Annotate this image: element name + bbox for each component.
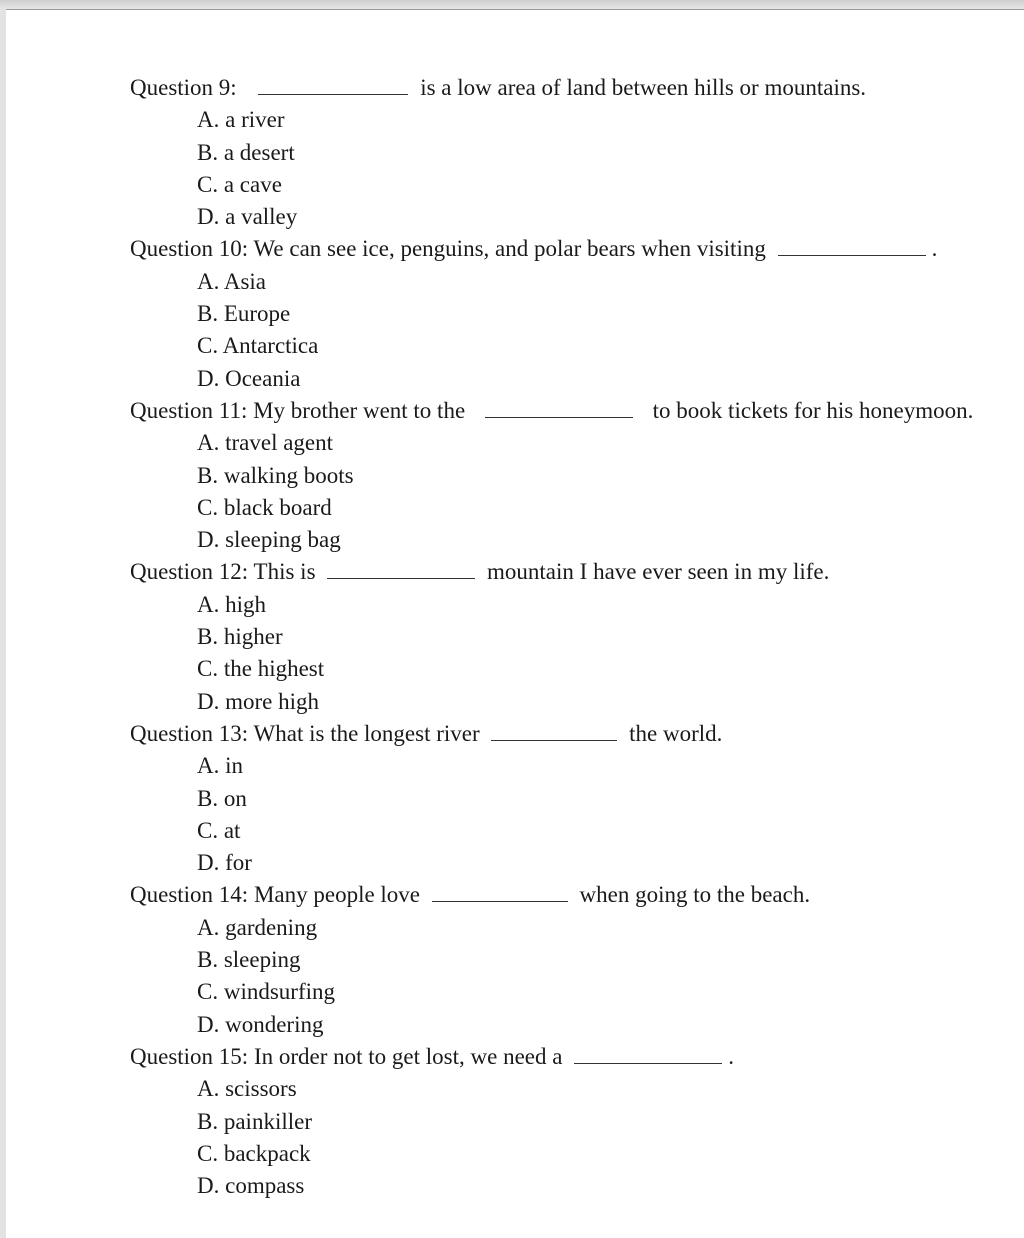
option-c: C. a cave bbox=[197, 171, 282, 197]
question-text-before: Many people love bbox=[253, 882, 421, 908]
question-15 bbox=[130, 1041, 1006, 1073]
question-label: Question 9: bbox=[130, 75, 237, 100]
question-text-before: This is bbox=[253, 559, 316, 585]
question-text-after: to book tickets for his honeymoon. bbox=[652, 397, 974, 423]
question-text-before: We can see ice, penguins, and polar bears when visiting bbox=[253, 236, 766, 262]
question-label: Question 14: bbox=[130, 882, 249, 908]
question-text-after: . bbox=[931, 236, 938, 262]
options-list-q13 bbox=[130, 750, 1006, 879]
question-text-before: What is the longest river bbox=[253, 720, 480, 746]
question-10 bbox=[130, 233, 1006, 265]
question-label: Question 10: bbox=[130, 236, 249, 262]
options-list-q9 bbox=[130, 104, 1006, 233]
option-d: D. wondering bbox=[197, 1011, 324, 1037]
option-b: B. Europe bbox=[197, 301, 291, 327]
option-d: D. sleeping bag bbox=[197, 527, 341, 553]
option-d: D. a valley bbox=[197, 204, 298, 230]
options-list-q12 bbox=[130, 589, 1006, 718]
question-9 bbox=[130, 72, 1006, 104]
window-top-border bbox=[0, 0, 1024, 10]
question-14 bbox=[130, 879, 1006, 911]
page-left-edge bbox=[0, 9, 6, 1238]
question-text-after: . bbox=[728, 1043, 734, 1069]
option-c: C. the highest bbox=[197, 656, 325, 682]
option-a: A. Asia bbox=[197, 268, 266, 294]
option-c: C. Antarctica bbox=[197, 333, 319, 359]
options-list-q10 bbox=[130, 266, 1006, 395]
option-a: A. travel agent bbox=[197, 430, 334, 456]
option-d: D. for bbox=[197, 850, 252, 876]
option-c: C. backpack bbox=[197, 1140, 311, 1166]
question-12 bbox=[130, 556, 1006, 588]
question-label: Question 11: bbox=[130, 397, 248, 423]
question-text-after: when going to the beach. bbox=[579, 882, 811, 908]
question-label: Question 13: bbox=[130, 720, 249, 746]
option-a: A. gardening bbox=[197, 914, 318, 940]
option-b: B. a desert bbox=[197, 139, 295, 165]
option-d: D. more high bbox=[197, 688, 320, 714]
question-label: Question 15: bbox=[130, 1043, 249, 1069]
answer-blank bbox=[432, 883, 568, 902]
question-text-after: is a low area of land between hills or mountains. bbox=[420, 75, 867, 100]
option-b: B. sleeping bbox=[197, 947, 301, 973]
question-11 bbox=[130, 395, 1006, 427]
question-text-after: mountain I have ever seen in my life. bbox=[487, 559, 830, 585]
option-b: B. on bbox=[197, 785, 247, 811]
option-b: B. painkiller bbox=[197, 1108, 312, 1134]
options-list-q14 bbox=[130, 912, 1006, 1041]
option-c: C. at bbox=[197, 817, 241, 843]
option-d: D. compass bbox=[197, 1173, 305, 1199]
option-c: C. black board bbox=[197, 494, 332, 520]
question-label: Question 12: bbox=[130, 559, 249, 585]
option-a: A. in bbox=[197, 753, 243, 779]
option-d: D. Oceania bbox=[197, 365, 301, 391]
option-c: C. windsurfing bbox=[197, 979, 335, 1005]
question-text-after: the world. bbox=[629, 720, 723, 746]
option-a: A. high bbox=[197, 591, 266, 617]
worksheet-page bbox=[130, 72, 1006, 1202]
option-b: B. higher bbox=[197, 624, 283, 650]
options-list-q15 bbox=[130, 1073, 1006, 1202]
answer-blank bbox=[327, 560, 475, 579]
options-list-q11 bbox=[130, 427, 1006, 556]
answer-blank bbox=[258, 76, 408, 95]
option-a: A. scissors bbox=[197, 1076, 297, 1102]
option-a: A. a river bbox=[197, 107, 285, 133]
answer-blank bbox=[491, 722, 617, 741]
question-13 bbox=[130, 718, 1006, 750]
answer-blank bbox=[778, 237, 926, 256]
question-text-before: In order not to get lost, we need a bbox=[253, 1043, 563, 1069]
option-b: B. walking boots bbox=[197, 462, 354, 488]
answer-blank bbox=[485, 399, 633, 418]
answer-blank bbox=[574, 1045, 722, 1064]
question-text-before: My brother went to the bbox=[253, 397, 466, 423]
